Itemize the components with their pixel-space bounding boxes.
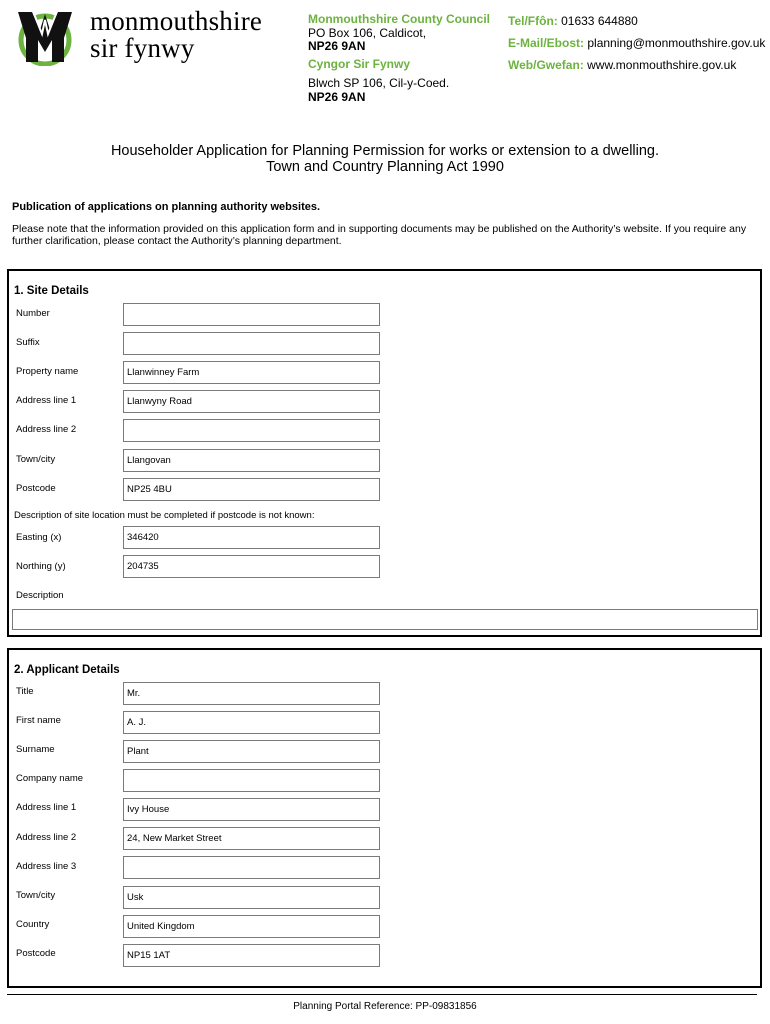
applicant-company-label: Company name [16,773,84,784]
council-address [308,13,490,104]
web-label: Web/Gwefan: [508,58,584,72]
email-label: E-Mail/Ebost: [508,36,585,50]
site-property-label: Property name [16,366,79,377]
site-number-field[interactable] [123,303,380,326]
tel-label: Tel/Ffôn: [508,14,558,28]
site-location-note: Description of site location must be completed if postcode is not known: [14,510,315,521]
applicant-first-name-field[interactable]: A. J. [123,711,380,734]
site-postcode-field[interactable]: NP25 4BU [123,478,380,501]
site-easting-label: Easting (x) [16,532,62,543]
applicant-surname-field[interactable]: Plant [123,740,380,763]
site-address2-label: Address line 2 [16,424,77,435]
contact-email [508,35,765,57]
applicant-postcode-field[interactable]: NP15 1AT [123,944,380,967]
site-northing-field[interactable]: 204735 [123,555,380,578]
applicant-address2-label: Address line 2 [16,832,77,843]
site-suffix-label: Suffix [16,337,40,348]
portal-reference: Planning Portal Reference: PP-09831856 [293,1001,477,1012]
site-number-label: Number [16,308,50,319]
site-address1-label: Address line 1 [16,395,77,406]
council-name-en: Monmouthshire County Council [308,12,490,26]
postcode-en: NP26 9AN [308,39,366,53]
site-description-field[interactable] [12,609,758,630]
applicant-country-label: Country [16,919,50,930]
applicant-company-field[interactable] [123,769,380,792]
site-suffix-field[interactable] [123,332,380,355]
site-property-field[interactable]: Llanwinney Farm [123,361,380,384]
applicant-town-field[interactable]: Usk [123,886,380,909]
publication-notice: Please note that the information provided on this application form and in supporting documents may be published on the Authority’s website. If you require any further clarification, please contact the Authority’s planning department. [12,223,747,247]
publication-heading: Publication of applications on planning authority websites. [12,201,321,213]
contact-tel [508,13,765,35]
applicant-town-label: Town/city [16,890,56,901]
footer-divider [7,994,757,995]
applicant-first-name-label: First name [16,715,61,726]
applicant-surname-label: Surname [16,744,55,755]
applicant-country-field[interactable]: United Kingdom [123,915,380,938]
applicant-title-label: Title [16,686,34,697]
tel-value: 01633 644880 [561,14,638,28]
site-details-section [7,269,762,637]
site-description-label: Description [16,590,64,601]
postcode-cy: NP26 9AN [308,89,366,104]
web-value[interactable]: www.monmouthshire.gov.uk [587,58,737,72]
address-cy: Blwch SP 106, Cil-y-Coed. [308,76,450,90]
applicant-address3-field[interactable] [123,856,380,879]
council-contact [508,13,765,79]
form-title [0,143,770,175]
applicant-details-heading: 2. Applicant Details [14,664,120,676]
site-easting-field[interactable]: 346420 [123,526,380,549]
site-town-label: Town/city [16,454,56,465]
site-town-field[interactable]: Llangovan [123,449,380,472]
email-value[interactable]: planning@monmouthshire.gov.uk [587,36,766,50]
site-details-heading: 1. Site Details [14,285,89,297]
site-address1-field[interactable]: Llanwyny Road [123,390,380,413]
council-name-cy: Cyngor Sir Fynwy [308,56,411,71]
applicant-address2-field[interactable]: 24, New Market Street [123,827,380,850]
applicant-address1-label: Address line 1 [16,802,77,813]
form-title-line-1: Householder Application for Planning Permission for works or extension to a dwelling. [110,143,660,159]
monmouthshire-logo [12,8,78,66]
site-address2-field[interactable] [123,419,380,442]
address-en: PO Box 106, Caldicot, [308,25,427,40]
applicant-title-field[interactable]: Mr. [123,682,380,705]
brand-line-2: sir fynwy [90,33,195,63]
applicant-address1-field[interactable]: Ivy House [123,798,380,821]
site-northing-label: Northing (y) [16,561,66,572]
brand-wordmark [90,8,262,62]
applicant-details-section [7,648,762,988]
applicant-postcode-label: Postcode [16,948,56,959]
contact-web [508,57,765,79]
brand-line-1: monmouthshire [90,6,263,36]
site-postcode-label: Postcode [16,483,56,494]
form-title-line-2: Town and Country Planning Act 1990 [266,159,504,175]
applicant-address3-label: Address line 3 [16,861,77,872]
